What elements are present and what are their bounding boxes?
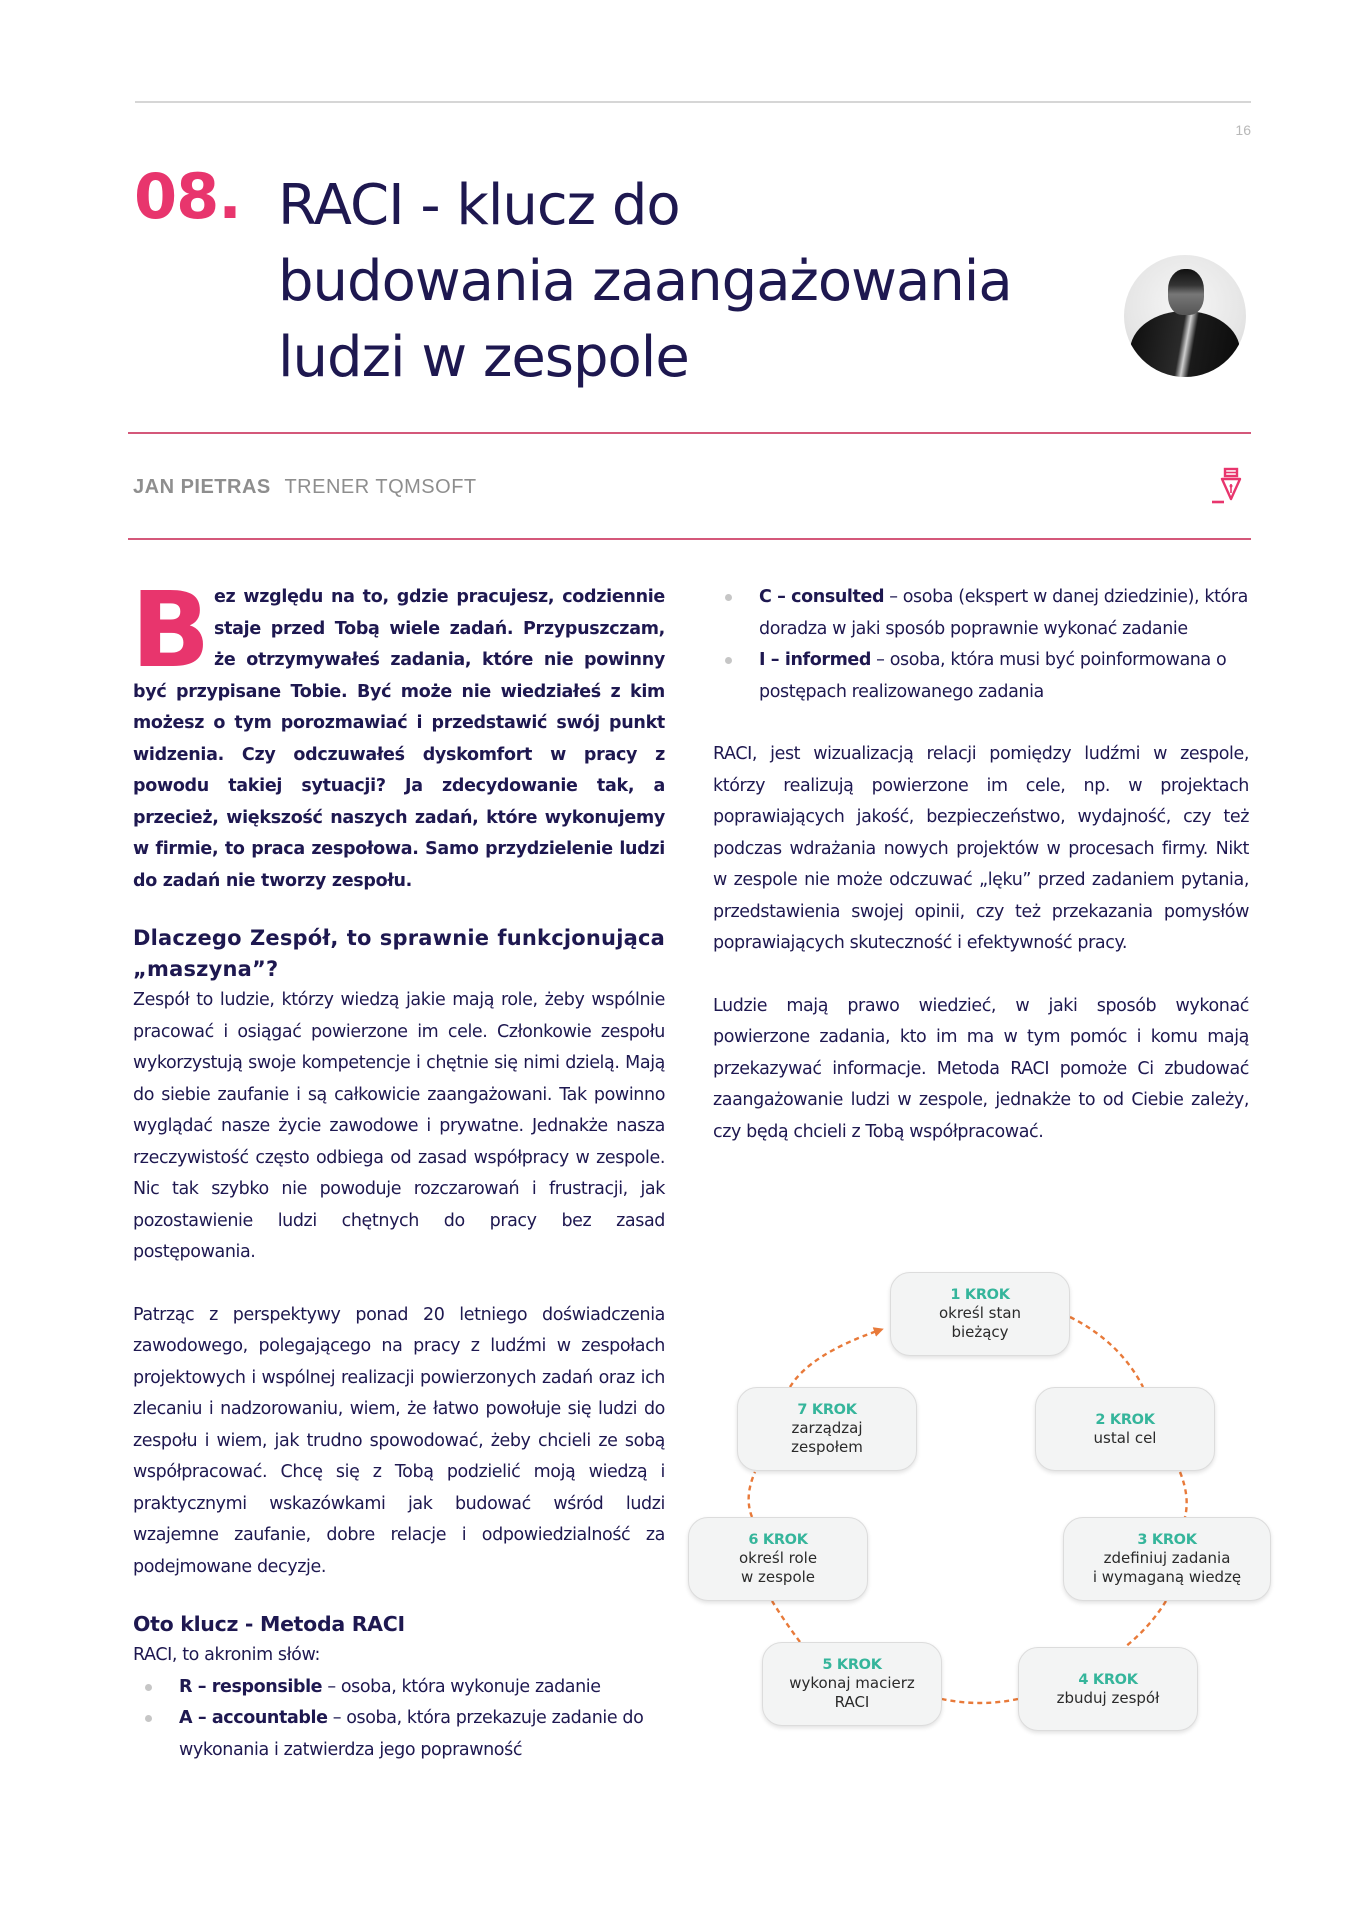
step-label: 2 KROK xyxy=(1095,1411,1155,1428)
paragraph-conclusion: Ludzie mają prawo wiedzieć, w jaki sposób wykonać powierzone zadania, kto im ma w tym pomóc i komu mają przekazywać informacje. Metoda RACI pomoże Ci zbudować zaangażowanie ludzi w zespole, jednakże to od Ciebie zależy, czy będą chcieli z Tobą współpracować. xyxy=(713,995,1249,1142)
raci-list-right xyxy=(713,582,1249,708)
left-column xyxy=(131,569,665,1766)
step-label: 6 KROK xyxy=(748,1532,808,1548)
paragraph-raci-visualization: RACI, jest wizualizacją relacji pomiędzy ludźmi w zespole, którzy realizują powierzone im cele, np. w projektach poprawiających jakość, bezpieczeństwo, wydajność, czy też podczas wdrażania nowych projektów w procesach firmy. Nikt w zespole nie może odczuwać „lęku” przed zadaniem pytania, przedstawienia swojej opinii, czy też przekazania pomysłów poprawiających skuteczność i efektywność pracy. xyxy=(713,744,1249,953)
raci-intro: RACI, to akronim słów: xyxy=(133,1645,320,1665)
step-label: 7 KROK xyxy=(797,1402,857,1418)
step-text: zbuduj zespół xyxy=(1056,1688,1160,1707)
lead-paragraph xyxy=(131,569,665,897)
step-text: RACI xyxy=(834,1693,870,1711)
term: R – responsible xyxy=(179,1676,323,1697)
step-text: wykonaj macierz xyxy=(789,1674,915,1692)
divider-top xyxy=(128,432,1251,434)
step-text: określ role xyxy=(738,1549,818,1567)
definition: – osoba, która wykonuje zadanie xyxy=(322,1676,601,1697)
step-2 xyxy=(1035,1387,1215,1471)
lead-text: ez względu na to, gdzie pracujesz, codziennie staje przed Tobą wiele zadań. Przypuszczam, że otrzymywałeś zadania, które nie powinny być przypisane Tobie. Być może nie wiedziałeś z kim możesz o tym porozmawiać i przedstawić swój punkt widzenia. Czy odczuwałeś dyskomfort w pracy z powodu takiej sytuacji? Ja zdecydowanie tak, a przecież, większość naszych zadań, które wykonujemy w firmie, to praca zespołowa. Samo przydzielenie ludzi do zadań nie tworzy zespołu. xyxy=(133,587,665,891)
section-heading-raci: Oto klucz - Metoda RACI xyxy=(133,1612,405,1636)
step-label: 3 KROK xyxy=(1137,1532,1197,1548)
step-text: określ stan xyxy=(938,1304,1022,1322)
step-text: bieżący xyxy=(951,1323,1009,1341)
avatar-head xyxy=(1168,269,1204,315)
step-text: zarządzaj xyxy=(791,1419,863,1437)
term: I – informed xyxy=(759,650,872,670)
author-avatar xyxy=(1124,255,1246,377)
step-text: ustal cel xyxy=(1093,1428,1157,1447)
step-text: w zespole xyxy=(740,1568,816,1586)
connector-2-3 xyxy=(1180,1472,1187,1517)
chapter-number: 08. xyxy=(134,160,241,233)
step-3 xyxy=(1063,1517,1271,1601)
author-name: JAN PIETRAS xyxy=(133,476,271,498)
raci-list-left xyxy=(133,1672,665,1767)
definition: – osoba (ekspert w danej dziedzinie), która doradza w jaki sposób poprawnie wykonać zadanie xyxy=(759,587,1248,639)
connector-4-5 xyxy=(942,1699,1018,1703)
title-line: RACI - klucz do xyxy=(278,173,680,238)
connector-7-1 xyxy=(790,1330,880,1387)
step-6 xyxy=(688,1517,868,1601)
section-heading-team: Dlaczego Zespół, to sprawnie funkcjonująca „maszyna”? xyxy=(133,926,665,981)
connector-5-6 xyxy=(772,1601,800,1642)
step-text: i wymaganą wiedzę xyxy=(1092,1568,1242,1586)
connector-6-7 xyxy=(749,1472,755,1517)
list-item-consulted xyxy=(713,582,1249,645)
step-label: 1 KROK xyxy=(950,1287,1010,1303)
avatar-body xyxy=(1130,311,1240,377)
paragraph-team: Zespół to ludzie, którzy wiedzą jakie mają role, żeby wspólnie pracować i osiągać powierzone im cele. Członkowie zespołu wykorzystują swoje kompetencje i chętnie się nimi dzielą. Mają do siebie zaufanie i są całkowicie zaangażowani. Tak powinno wyglądać nasze życie zawodowe i prywatne. Jednakże nasza rzeczywistość często odbiega od zasad współpracy w zespole. Nic tak szybko nie powoduje rozczarowań i frustracji, jak pozostawienie ludzi chętnych do pracy bez zasad postępowania. xyxy=(133,990,665,1262)
right-column xyxy=(713,582,1249,1148)
step-7 xyxy=(737,1387,917,1471)
list-item-accountable xyxy=(133,1703,665,1766)
top-rule xyxy=(135,101,1251,103)
page-number: 16 xyxy=(1235,122,1251,138)
step-4 xyxy=(1018,1647,1198,1731)
connector-1-2 xyxy=(1070,1317,1143,1387)
list-item-responsible xyxy=(133,1672,665,1704)
step-text: zdefiniuj zadania xyxy=(1103,1549,1231,1567)
step-text: zespołem xyxy=(791,1438,863,1456)
term: A – accountable xyxy=(179,1708,328,1728)
title-line: budowania zaangażowania xyxy=(278,249,1012,314)
list-item-informed xyxy=(713,645,1249,708)
title-line: ludzi w zespole xyxy=(278,325,689,390)
author-byline xyxy=(133,476,477,499)
term: C – consulted xyxy=(759,587,885,607)
step-label: 5 KROK xyxy=(822,1657,882,1673)
definition: – osoba, która przekazuje zadanie do wykonania i zatwierdza jego poprawność xyxy=(179,1708,644,1760)
definition: – osoba, która musi być poinformowana o postępach realizowanego zadania xyxy=(759,650,1227,702)
raci-steps-diagram xyxy=(680,1262,1280,1742)
connector-3-4 xyxy=(1125,1601,1166,1647)
author-role: TRENER TQMSOFT xyxy=(284,476,477,498)
paragraph-experience: Patrząc z perspektywy ponad 20 letniego doświadczenia zawodowego, polegającego na pracy z ludźmi w zespołach projektowych i wspólnej realizacji powierzonych zadań oraz ich zlecaniu i nadzorowaniu, wiem, że łatwo powołuje się ludzi do zespołu i wiem, jak trudno spowodować, żeby chcieli ze sobą współpracować. Chcę się z Tobą podzielić moją wiedzą i praktycznymi wskazówkami jak budować wśród ludzi wzajemne zaufanie, dobre relacje i odpowiedzialność za podejmowane decyzje. xyxy=(133,1304,665,1577)
step-5 xyxy=(762,1642,942,1726)
drop-cap: B xyxy=(131,569,210,691)
step-1 xyxy=(890,1272,1070,1356)
page-title xyxy=(278,168,1138,396)
step-label: 4 KROK xyxy=(1078,1671,1138,1688)
divider-bottom xyxy=(128,538,1251,540)
pen-nib-icon xyxy=(1210,466,1246,506)
